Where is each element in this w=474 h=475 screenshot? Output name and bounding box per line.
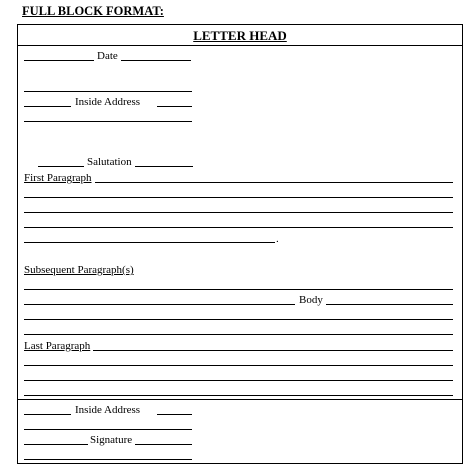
date-line-left <box>24 60 94 61</box>
first-paragraph-label: First Paragraph <box>24 172 95 184</box>
paragraph-line <box>24 365 453 366</box>
inside-address-line-left <box>24 414 71 415</box>
body-label: Body <box>299 294 323 306</box>
last-paragraph-label: Last Paragraph <box>24 340 93 352</box>
inside-address-line-left <box>24 106 71 107</box>
letter-head-title: LETTER HEAD <box>193 28 287 43</box>
paragraph-line <box>24 212 453 213</box>
paragraph-line <box>24 197 453 198</box>
paragraph-line <box>24 289 453 290</box>
address-line <box>24 91 192 92</box>
paragraph-period: . <box>276 233 279 245</box>
paragraph-line <box>24 395 453 396</box>
paragraph-line-short <box>24 242 275 243</box>
signature-line-left <box>24 444 88 445</box>
body-line-left <box>24 304 295 305</box>
subsequent-paragraph-label: Subsequent Paragraph(s) <box>24 264 134 276</box>
salutation-line-left <box>38 166 84 167</box>
inside-address-line-right <box>157 106 192 107</box>
signature-label: Signature <box>90 434 133 446</box>
paragraph-line <box>24 227 453 228</box>
paragraph-line <box>24 380 453 381</box>
body-line-right <box>326 304 453 305</box>
paragraph-line <box>24 334 453 335</box>
date-line-right <box>121 60 191 61</box>
paragraph-line <box>24 319 453 320</box>
address-line <box>24 429 192 430</box>
address-line <box>24 459 192 460</box>
address-line <box>24 121 192 122</box>
format-title: FULL BLOCK FORMAT: <box>22 4 164 18</box>
date-label: Date <box>97 50 118 62</box>
salutation-line-right <box>135 166 193 167</box>
letter-frame <box>17 24 463 464</box>
salutation-label: Salutation <box>87 156 132 168</box>
inside-address-label-bottom: Inside Address <box>75 404 141 416</box>
inside-address-line-right <box>157 414 192 415</box>
section-divider <box>17 399 463 400</box>
inside-address-label: Inside Address <box>75 96 141 108</box>
signature-line-right <box>135 444 192 445</box>
